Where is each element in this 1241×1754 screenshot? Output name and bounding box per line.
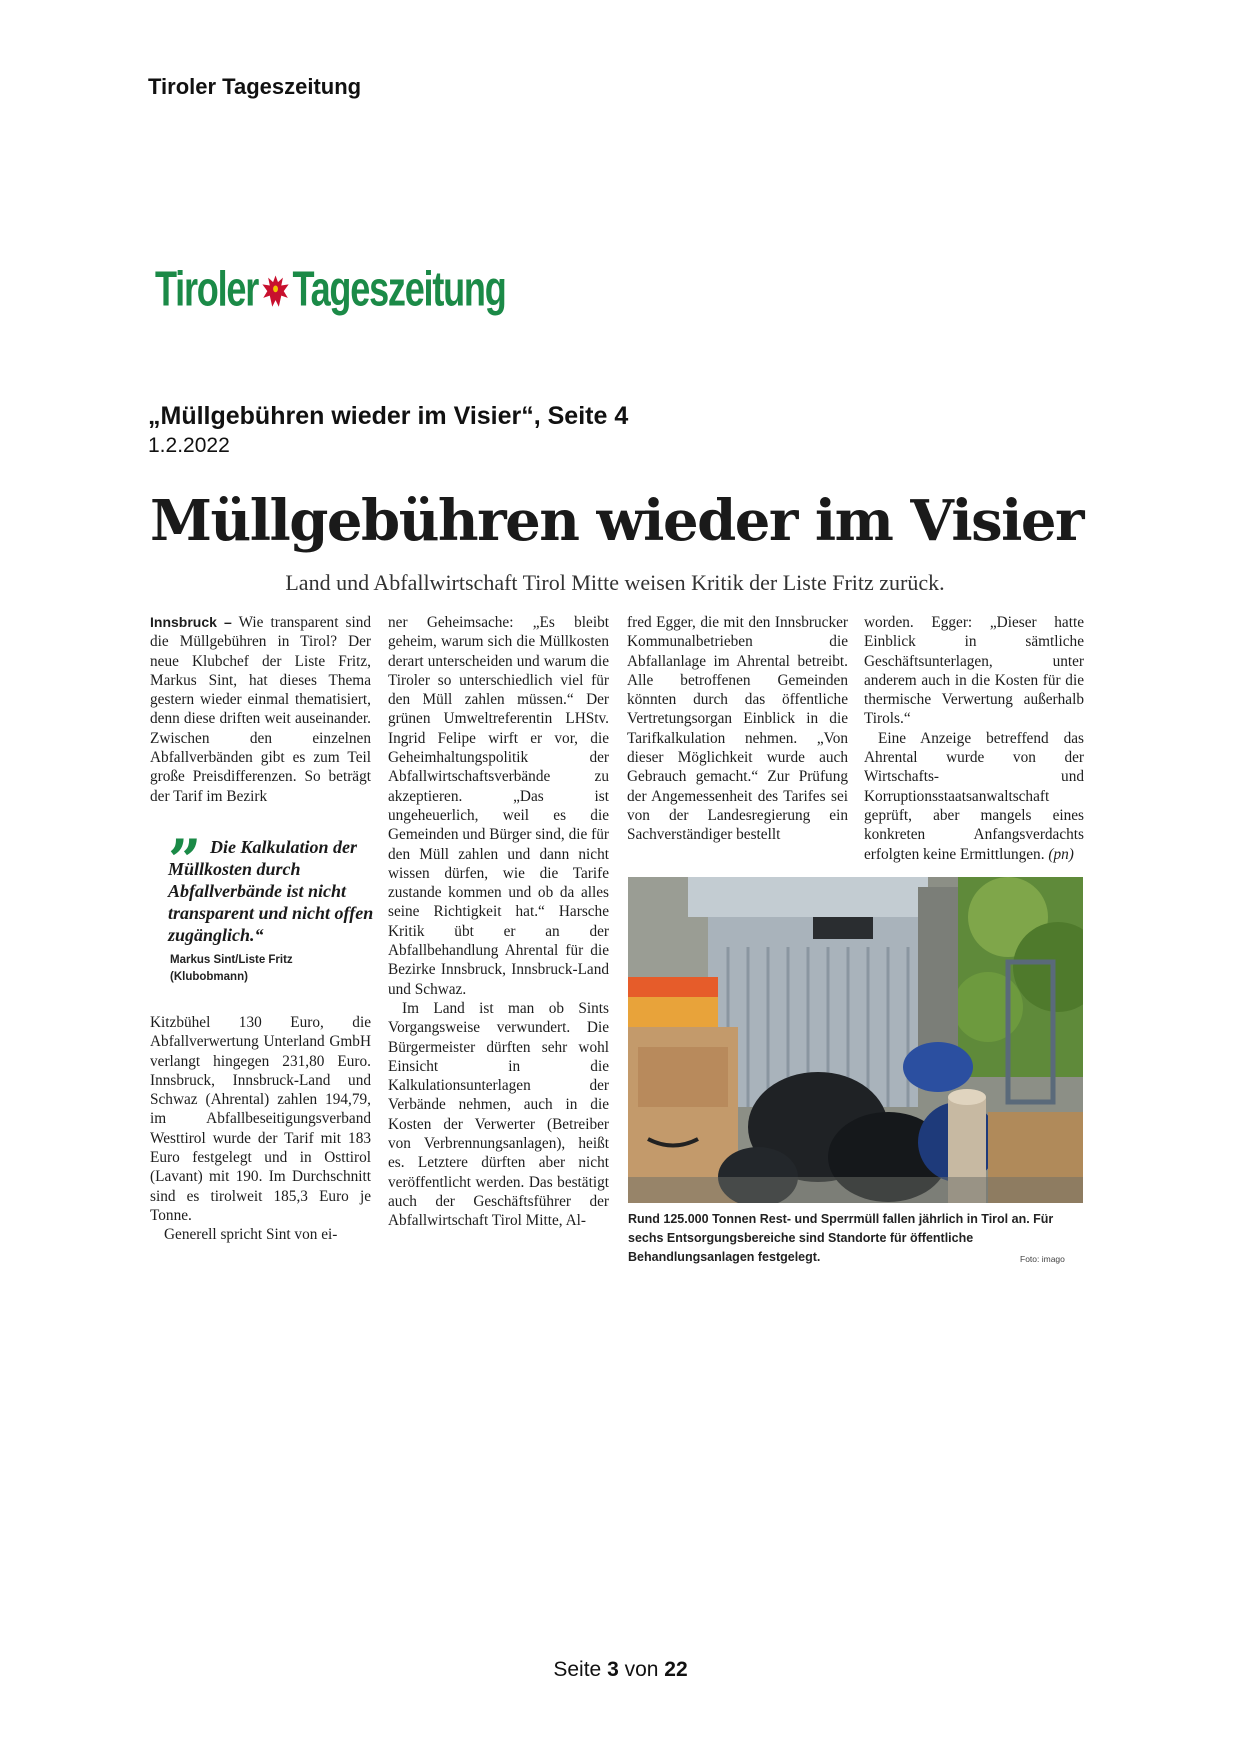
waste-containers-photo [628, 877, 1083, 1203]
footer-prefix: Seite [553, 1658, 602, 1681]
footer-current-page: 3 [607, 1658, 619, 1681]
photo-credit: Foto: imago [1020, 1254, 1065, 1264]
article-headline: Müllgebühren wieder im Visier [150, 488, 1084, 554]
col1-last-text: Generell spricht Sint von ei- [164, 1226, 338, 1244]
quote-text: Die Kalkulation der Müllkosten durch Abfallverbände ist nicht transparent und nicht offen zugänglich.“ [168, 837, 374, 945]
author-sign: (pn) [1048, 845, 1074, 863]
tyrolean-eagle-icon [260, 274, 290, 312]
col2-paragraph-1: ner Geheimsache: „Es bleibt geheim, warum sich die Müllkosten derart unterscheiden und warum die Tiroler so unterschiedlich viel für den Müll zahlen müssen.“ Der grünen Umweltreferentin LHStv. Ingrid Felipe wirft er vor, die Geheimhaltungspolitik der Abfallwirtschaftsverbände zu akzeptieren. „Das ist ungeheuerlich, weil es die Gemeinden und Bürger sind, die für den Müll zahlen und dann nicht wissen dürfen, wie die Tarife zustande kommen und ob da alles seine Richtigkeit hat.“ Harsche Kritik übt er an der Abfallbehandlung Ahrental für die Bezirke Innsbruck, Innsbruck-Land und Schwaz. [388, 614, 609, 998]
photo-caption: Rund 125.000 Tonnen Rest- und Sperrmüll fallen jährlich in Tirol an. Für sechs Entsorgungsbereiche sind Standorte für öffentliche Behandlungsanlagen festgelegt. [628, 1212, 1054, 1264]
document-header: Tiroler Tageszeitung [148, 74, 362, 99]
col4-paragraph-1: worden. Egger: „Dieser hatte Einblick in sämtliche Geschäftsunterlagen, unter anderem auch in die Kosten für die thermische Verwertung außerhalb Tirols.“ [864, 614, 1084, 728]
article-column-4 [864, 613, 1084, 864]
footer-middle: von [624, 1658, 659, 1681]
article-column-1-top [150, 613, 371, 806]
col1-intro-text: Wie transparent sind die Müllgebühren in Tirol? Der neue Klubchef der Liste Fritz, Markus Sint, hat dieses Thema gestern wieder einmal thematisiert, denn diese driften weit auseinander. Zwischen den einzelnen Abfallverbänden gibt es zum Teil große Preisdifferenzen. So beträgt der Tarif im Bezirk [150, 614, 371, 805]
footer-total-pages: 22 [664, 1658, 688, 1681]
clip-date: 1.2.2022 [148, 434, 230, 457]
newspaper-logo [155, 262, 506, 318]
logo-text-left: Tiroler [155, 262, 259, 317]
article-subheadline: Land und Abfallwirtschaft Tirol Mitte weisen Kritik der Liste Fritz zurück. [285, 570, 945, 595]
quote-author [170, 952, 370, 986]
quote-author-role: (Klubobmann) [170, 971, 248, 983]
quote-mark-icon: ” [168, 827, 202, 895]
logo-text-right: Tageszeitung [292, 262, 506, 317]
col3-paragraph-1: fred Egger, die mit den Innsbrucker Kommunalbetrieben die Abfallanlage im Ahrental betreibt. Alle betroffenen Gemeinden könnten durch das öffentliche Vertretungsorgan Einblick in die Tarifkalkulation nehmen. „Von dieser Möglichkeit wurde auch Gebrauch gemacht.“ Zur Prüfung der Angemessenheit des Tarifes sei von der Landesregierung ein Sachverständiger bestellt [627, 614, 848, 844]
col2-paragraph-2: Im Land ist man ob Sints Vorgangsweise verwundert. Die Bürgermeister dürften sehr wohl Einsicht in die Kalkulationsunterlagen der Verbände nehmen, auch in die Kosten der Verwerter (Betreiber von Verbrennungsanlagen), heißt es. Letztere dürften aber nicht veröffentlicht werden. Das bestätigt auch der Geschäftsführer der Abfallwirtschaft Tirol Mitte, Al- [388, 999, 609, 1230]
clip-title: „Müllgebühren wieder im Visier“, Seite 4 [148, 402, 629, 430]
article-column-2 [388, 613, 609, 1231]
article-column-1-bottom [150, 1013, 371, 1245]
article-column-3 [627, 613, 848, 845]
dateline: Innsbruck – [150, 614, 232, 630]
col1-rest-text: Kitzbühel 130 Euro, die Abfallverwertung Unterland GmbH verlangt hingegen 231,80 Euro. Innsbruck, Innsbruck-Land und Schwaz (Ahrental) zahlen 194,79, im Abfallbeseitigungsverband Westtirol wurde der Tarif mit 183 Euro festgelegt und in Osttirol (Lavant) mit 190. Im Durchschnitt sind es tirolweit 185,3 Euro je Tonne. [150, 1014, 371, 1224]
page-footer [0, 1658, 1241, 1682]
article-photo [628, 877, 1083, 1203]
quote-author-name: Markus Sint/Liste Fritz [170, 954, 293, 966]
col4-paragraph-2: Eine Anzeige betreffend das Ahrental wurde von der Wirtschafts- und Korruptionsstaatsanwaltschaft geprüft, aber mangels eines konkreten Anfangsverdachts erfolgten keine Ermittlungen. [864, 729, 1084, 863]
pull-quote [150, 827, 374, 996]
